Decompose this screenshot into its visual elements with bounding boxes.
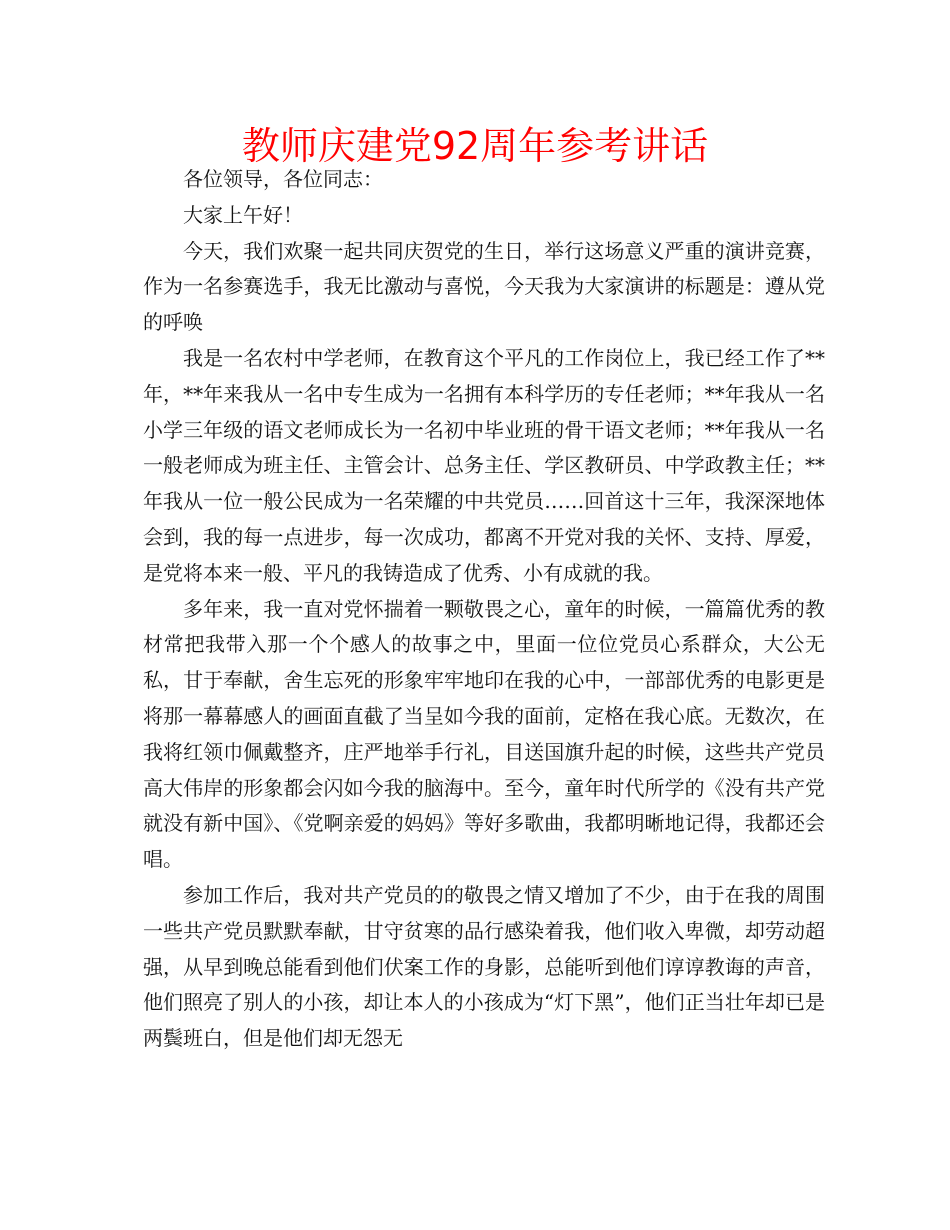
paragraph-salutation: 各位领导，各位同志：: [183, 167, 383, 191]
document-title: 教师庆建党92周年参考讲话: [241, 124, 709, 168]
paragraph-career: 我是一名农村中学老师，在教育这个平凡的工作岗位上，我已经工作了**年，**年来我从一名中专生成为一名拥有本科学历的专任老师；**年我从一名小学三年级的语文老师成长为一名初中毕业班的骨干语文老师；**年我从一名一般老师成为班主任、主管会计、总务主任、学区教研员、中学政教主任；**年我从一位一般公民成为一名荣耀的中共党员……回首这十三年，我深深地体会到，我的每一点进步，每一次成功，都离不开党对我的关怀、支持、厚爱，是党将本来一般、平凡的我铸造成了优秀、小有成就的我。: [143, 345, 825, 585]
document-body: [143, 162, 825, 1057]
paragraph-work: 参加工作后，我对共产党员的的敬畏之情又增加了不少，由于在我的周围一些共产党员默默奉献，甘守贫寒的品行感染着我，他们收入卑微，却劳动超强，从早到晚总能看到他们伏案工作的身影，总能听到他们谆谆教诲的声音，他们照亮了别人的小孩，却让本人的小孩成为“灯下黑”，他们正当壮年却已是两鬓班白，但是他们却无怨无: [143, 882, 825, 1051]
paragraph-childhood: 多年来，我一直对党怀揣着一颗敬畏之心，童年的时候，一篇篇优秀的教材常把我带入那一个个感人的故事之中，里面一位位党员心系群众，大公无私，甘于奉献，舍生忘死的形象牢牢地印在我的心中，一部部优秀的电影更是将那一幕幕感人的画面直截了当呈如今我的面前，定格在我心底。无数次，在我将红领巾佩戴整齐，庄严地举手行礼，目送国旗升起的时候，这些共产党员高大伟岸的形象都会闪如今我的脑海中。至今，童年时代所学的《没有共产党就没有新中国》、《党啊亲爱的妈妈》等好多歌曲，我都明晰地记得，我都还会唱。: [143, 596, 825, 872]
paragraph-greeting: 大家上午好！: [183, 202, 303, 227]
paragraph-introduction: 今天，我们欢聚一起共同庆贺党的生日，举行这场意义严重的演讲竞赛，作为一名参赛选手，我无比激动与喜悦，今天我为大家演讲的标题是：遵从党的呼唤: [143, 238, 825, 335]
